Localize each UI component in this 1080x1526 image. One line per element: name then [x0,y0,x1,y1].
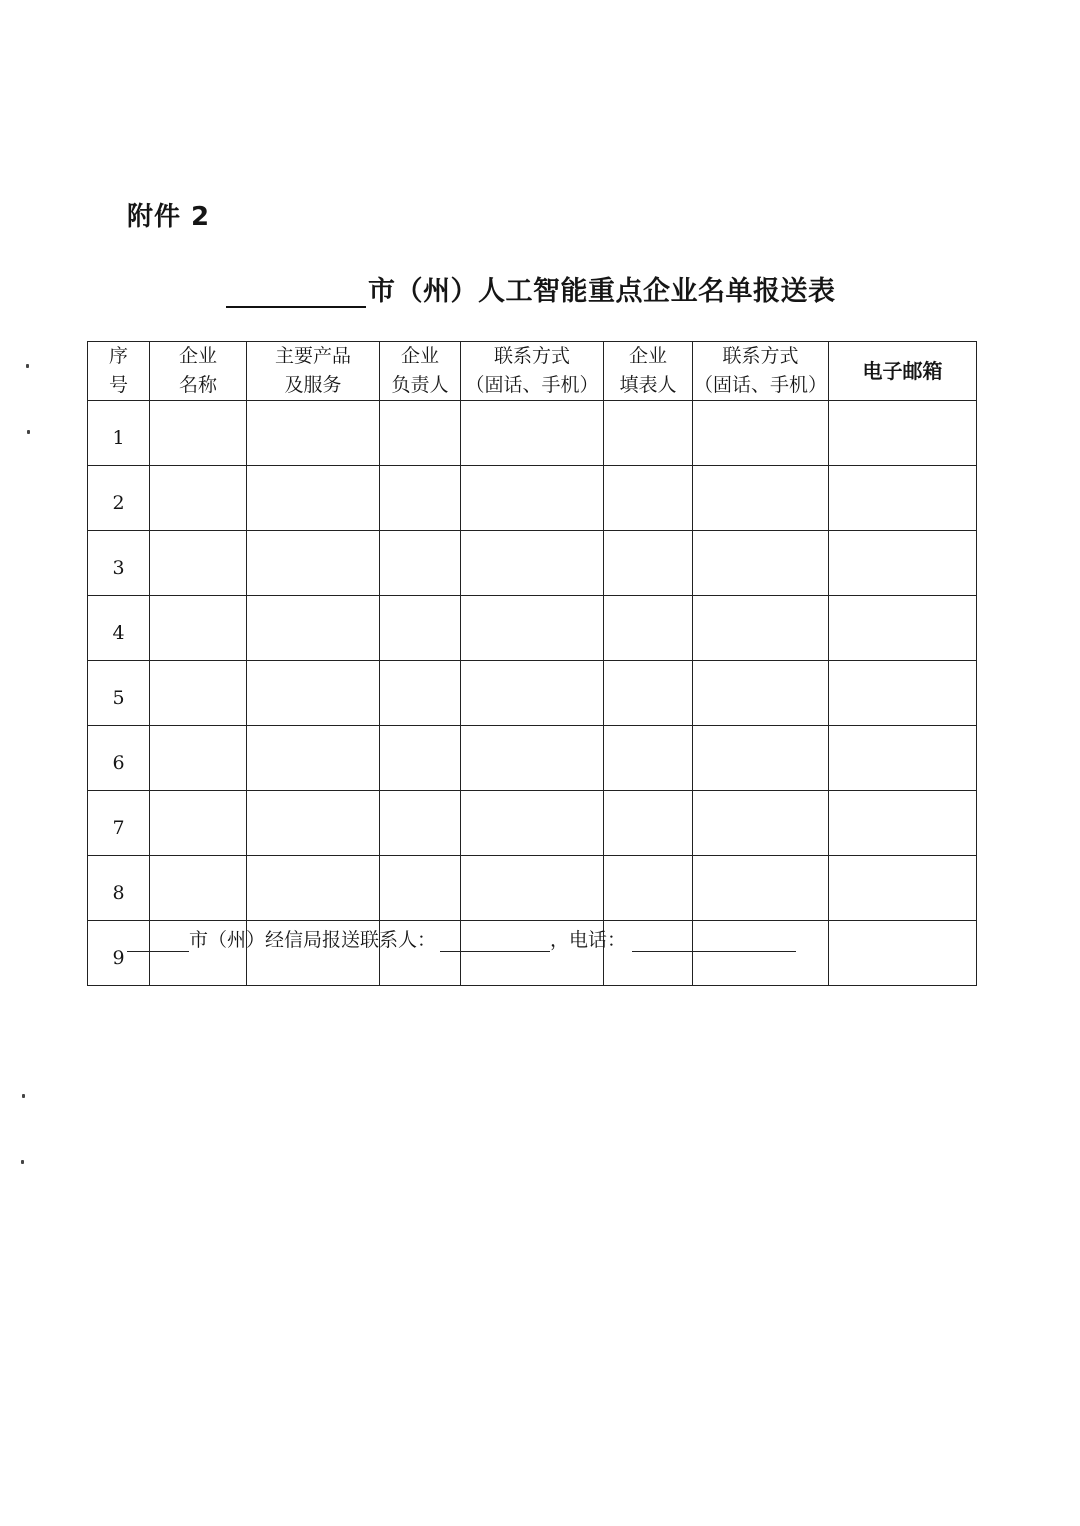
entry-cell[interactable] [604,726,693,791]
entry-cell[interactable] [604,856,693,921]
entry-cell[interactable] [150,856,247,921]
title-city-blank [226,272,366,308]
entry-cell[interactable] [150,661,247,726]
entry-cell[interactable] [380,596,461,661]
header-index: 序 号 [88,342,150,401]
table-row [88,726,977,791]
header-products-services: 主要产品 及服务 [247,342,380,401]
entry-cell[interactable] [829,401,977,466]
entry-cell[interactable] [461,661,604,726]
enterprise-list-table [87,341,977,986]
header-company-leader: 企业 负责人 [380,342,461,401]
entry-cell[interactable] [150,401,247,466]
scan-speck [27,430,30,434]
entry-cell[interactable] [380,401,461,466]
entry-cell[interactable] [461,856,604,921]
header-company-name: 企业 名称 [150,342,247,401]
entry-cell[interactable] [693,661,829,726]
entry-cell[interactable] [693,531,829,596]
entry-cell[interactable] [829,726,977,791]
entry-cell[interactable] [150,596,247,661]
entry-cell[interactable] [247,661,380,726]
row-index-cell: 6 [88,726,150,791]
table-header-row [88,342,977,401]
entry-cell[interactable] [380,856,461,921]
table-row [88,401,977,466]
row-index-cell: 4 [88,596,150,661]
entry-cell[interactable] [461,466,604,531]
table-row [88,531,977,596]
entry-cell[interactable] [829,791,977,856]
table-row [88,661,977,726]
entry-cell[interactable] [461,401,604,466]
scan-speck [22,1094,25,1098]
entry-cell[interactable] [380,791,461,856]
header-filler-contact: 联系方式 （固话、手机） [693,342,829,401]
entry-cell[interactable] [604,401,693,466]
scan-speck [26,364,29,368]
footer-contact-person-blank[interactable] [440,929,550,952]
entry-cell[interactable] [604,661,693,726]
entry-cell[interactable] [829,531,977,596]
entry-cell[interactable] [380,726,461,791]
entry-cell[interactable] [150,726,247,791]
title-text: 市（州）人工智能重点企业名单报送表 [368,276,836,307]
entry-cell[interactable] [150,791,247,856]
row-index-cell: 8 [88,856,150,921]
entry-cell[interactable] [380,466,461,531]
row-index-cell: 2 [88,466,150,531]
entry-cell[interactable] [693,401,829,466]
table-row [88,596,977,661]
table-row [88,791,977,856]
entry-cell[interactable] [247,791,380,856]
entry-cell[interactable] [380,661,461,726]
table-row [88,466,977,531]
row-index-cell: 5 [88,661,150,726]
table-body [88,401,977,986]
footer-contact-label: 市（州）经信局报送联系人： [189,929,437,951]
entry-cell[interactable] [829,921,977,986]
table-row [88,856,977,921]
footer-phone-blank[interactable] [632,929,796,952]
entry-cell[interactable] [693,726,829,791]
entry-cell[interactable] [247,401,380,466]
entry-cell[interactable] [247,726,380,791]
entry-cell[interactable] [693,596,829,661]
entry-cell[interactable] [604,791,693,856]
form-title [226,268,836,308]
entry-cell[interactable] [693,856,829,921]
entry-cell[interactable] [247,856,380,921]
entry-cell[interactable] [461,596,604,661]
row-index-cell: 9 [88,921,150,986]
footer-phone-label: ，电话： [550,929,627,951]
row-index-cell: 1 [88,401,150,466]
entry-cell[interactable] [829,596,977,661]
entry-cell[interactable] [380,531,461,596]
row-index-cell: 3 [88,531,150,596]
header-leader-contact: 联系方式 （固话、手机） [461,342,604,401]
entry-cell[interactable] [829,856,977,921]
entry-cell[interactable] [247,466,380,531]
entry-cell[interactable] [461,726,604,791]
header-email: 电子邮箱 [829,342,977,401]
entry-cell[interactable] [693,466,829,531]
entry-cell[interactable] [693,791,829,856]
footer-contact-line [127,922,796,952]
entry-cell[interactable] [461,531,604,596]
scan-speck [21,1160,24,1164]
footer-city-blank[interactable] [127,929,189,952]
attachment-label: 附件 2 [127,202,211,232]
entry-cell[interactable] [461,791,604,856]
entry-cell[interactable] [150,531,247,596]
entry-cell[interactable] [247,596,380,661]
entry-cell[interactable] [604,531,693,596]
entry-cell[interactable] [829,661,977,726]
row-index-cell: 7 [88,791,150,856]
entry-cell[interactable] [604,466,693,531]
entry-cell[interactable] [247,531,380,596]
header-form-filler: 企业 填表人 [604,342,693,401]
entry-cell[interactable] [829,466,977,531]
entry-cell[interactable] [150,466,247,531]
entry-cell[interactable] [604,596,693,661]
